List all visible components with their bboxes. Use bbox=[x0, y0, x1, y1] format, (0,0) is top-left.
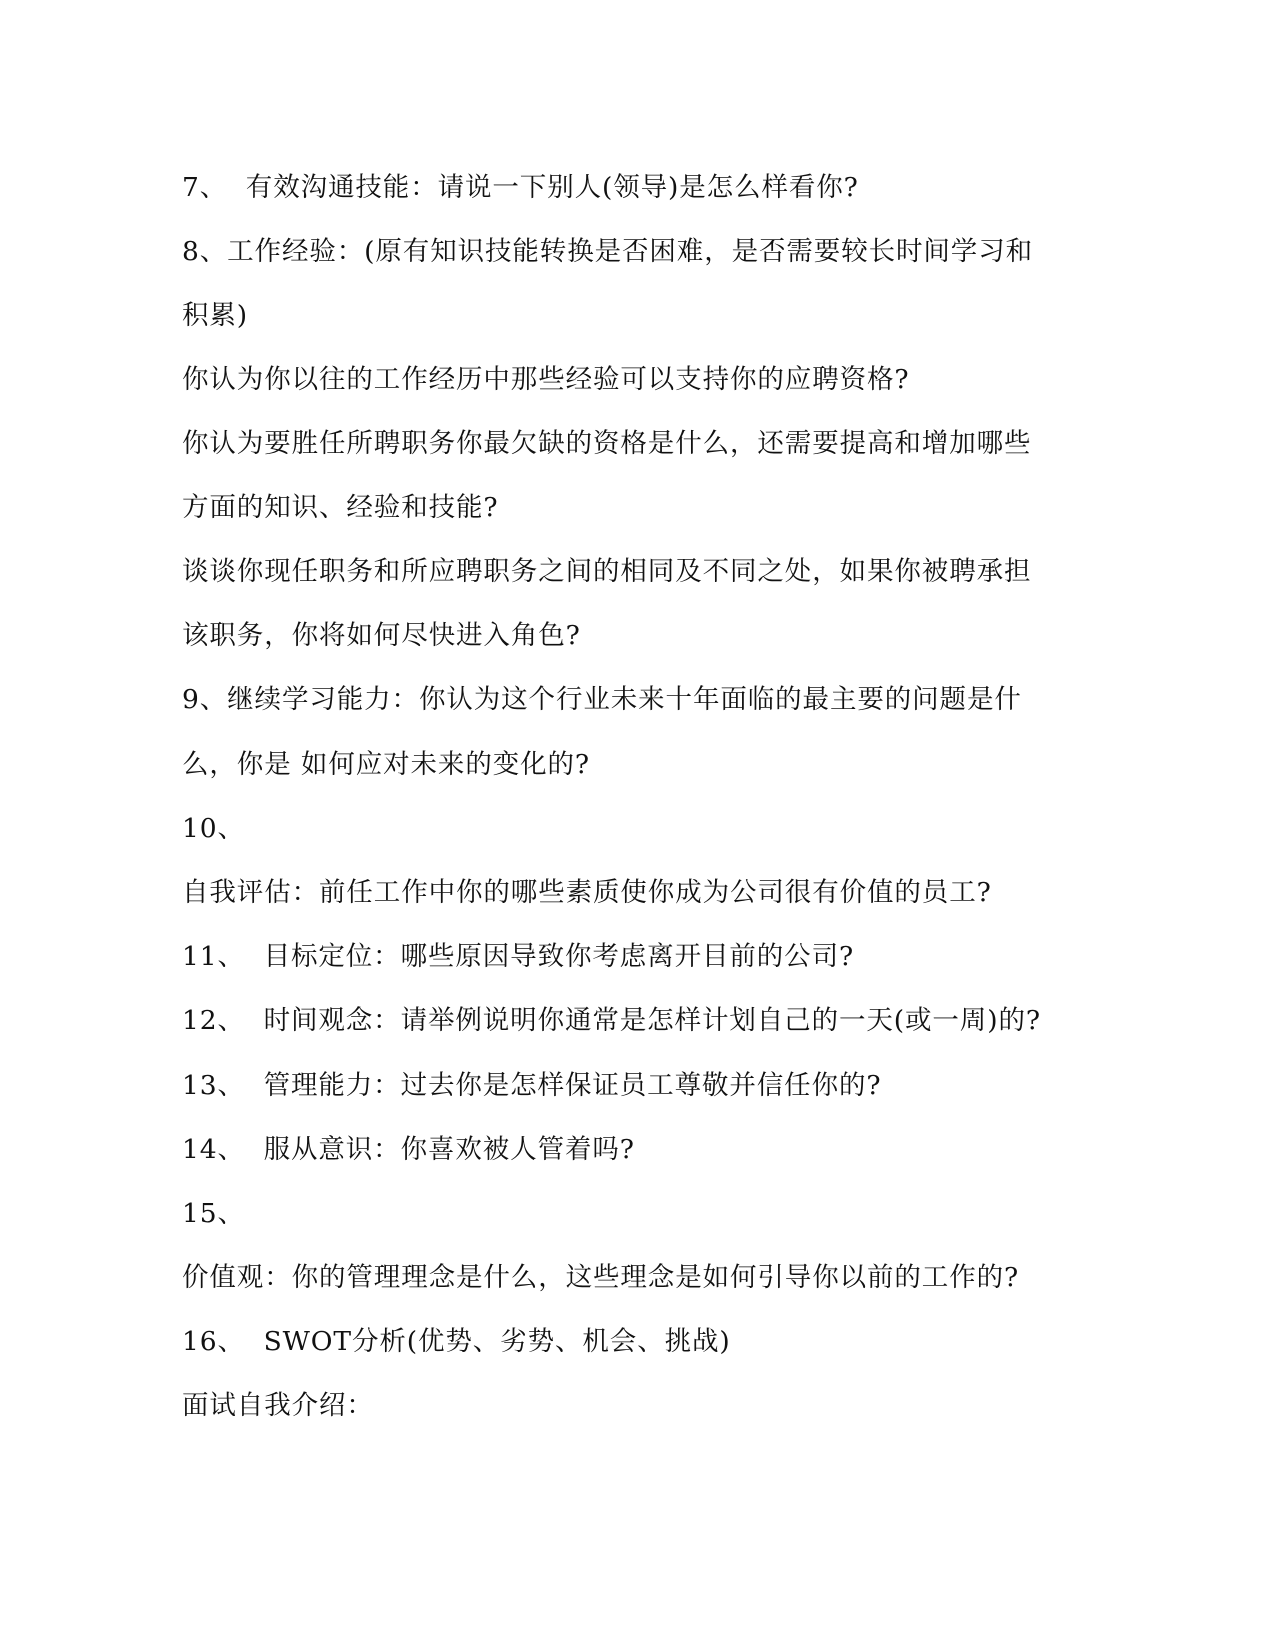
item-8-question-1-line: 你认为你以往的工作经历中那些经验可以支持你的应聘资格? bbox=[182, 364, 910, 395]
item-9-continuation-line: 么，你是 如何应对未来的变化的? bbox=[182, 749, 591, 780]
item-10-number-line: 10、 bbox=[182, 813, 245, 844]
item-12-line: 12、 时间观念：请举例说明你通常是怎样计划自己的一天(或一周)的? bbox=[182, 1005, 1041, 1036]
item-8-question-2-line: 你认为要胜任所聘职务你最欠缺的资格是什么，还需要提高和增加哪些 bbox=[182, 428, 1032, 459]
item-8-continuation-line: 积累) bbox=[182, 300, 249, 331]
item-11-line: 11、 目标定位：哪些原因导致你考虑离开目前的公司? bbox=[182, 941, 855, 972]
item-8-line: 8、工作经验：(原有知识技能转换是否困难，是否需要较长时间学习和 bbox=[182, 236, 1033, 267]
item-8-question-2-cont-line: 方面的知识、经验和技能? bbox=[182, 492, 499, 523]
item-8-question-3-cont-line: 该职务，你将如何尽快进入角色? bbox=[182, 620, 581, 651]
item-10-line: 自我评估：前任工作中你的哪些素质使你成为公司很有价值的员工? bbox=[182, 877, 992, 908]
item-15-line: 价值观：你的管理理念是什么，这些理念是如何引导你以前的工作的? bbox=[182, 1262, 1020, 1293]
item-8-question-3-line: 谈谈你现任职务和所应聘职务之间的相同及不同之处，如果你被聘承担 bbox=[182, 556, 1032, 587]
item-15-number-line: 15、 bbox=[182, 1198, 245, 1229]
item-9-line: 9、继续学习能力：你认为这个行业未来十年面临的最主要的问题是什 bbox=[182, 684, 1022, 715]
item-13-line: 13、 管理能力：过去你是怎样保证员工尊敬并信任你的? bbox=[182, 1070, 882, 1101]
item-16-line: 16、 SWOT分析(优势、劣势、机会、挑战) bbox=[182, 1326, 731, 1357]
self-introduction-heading: 面试自我介绍： bbox=[182, 1390, 374, 1421]
item-14-line: 14、 服从意识：你喜欢被人管着吗? bbox=[182, 1134, 635, 1165]
item-7-line: 7、 有效沟通技能：请说一下别人(领导)是怎么样看你? bbox=[182, 172, 859, 203]
